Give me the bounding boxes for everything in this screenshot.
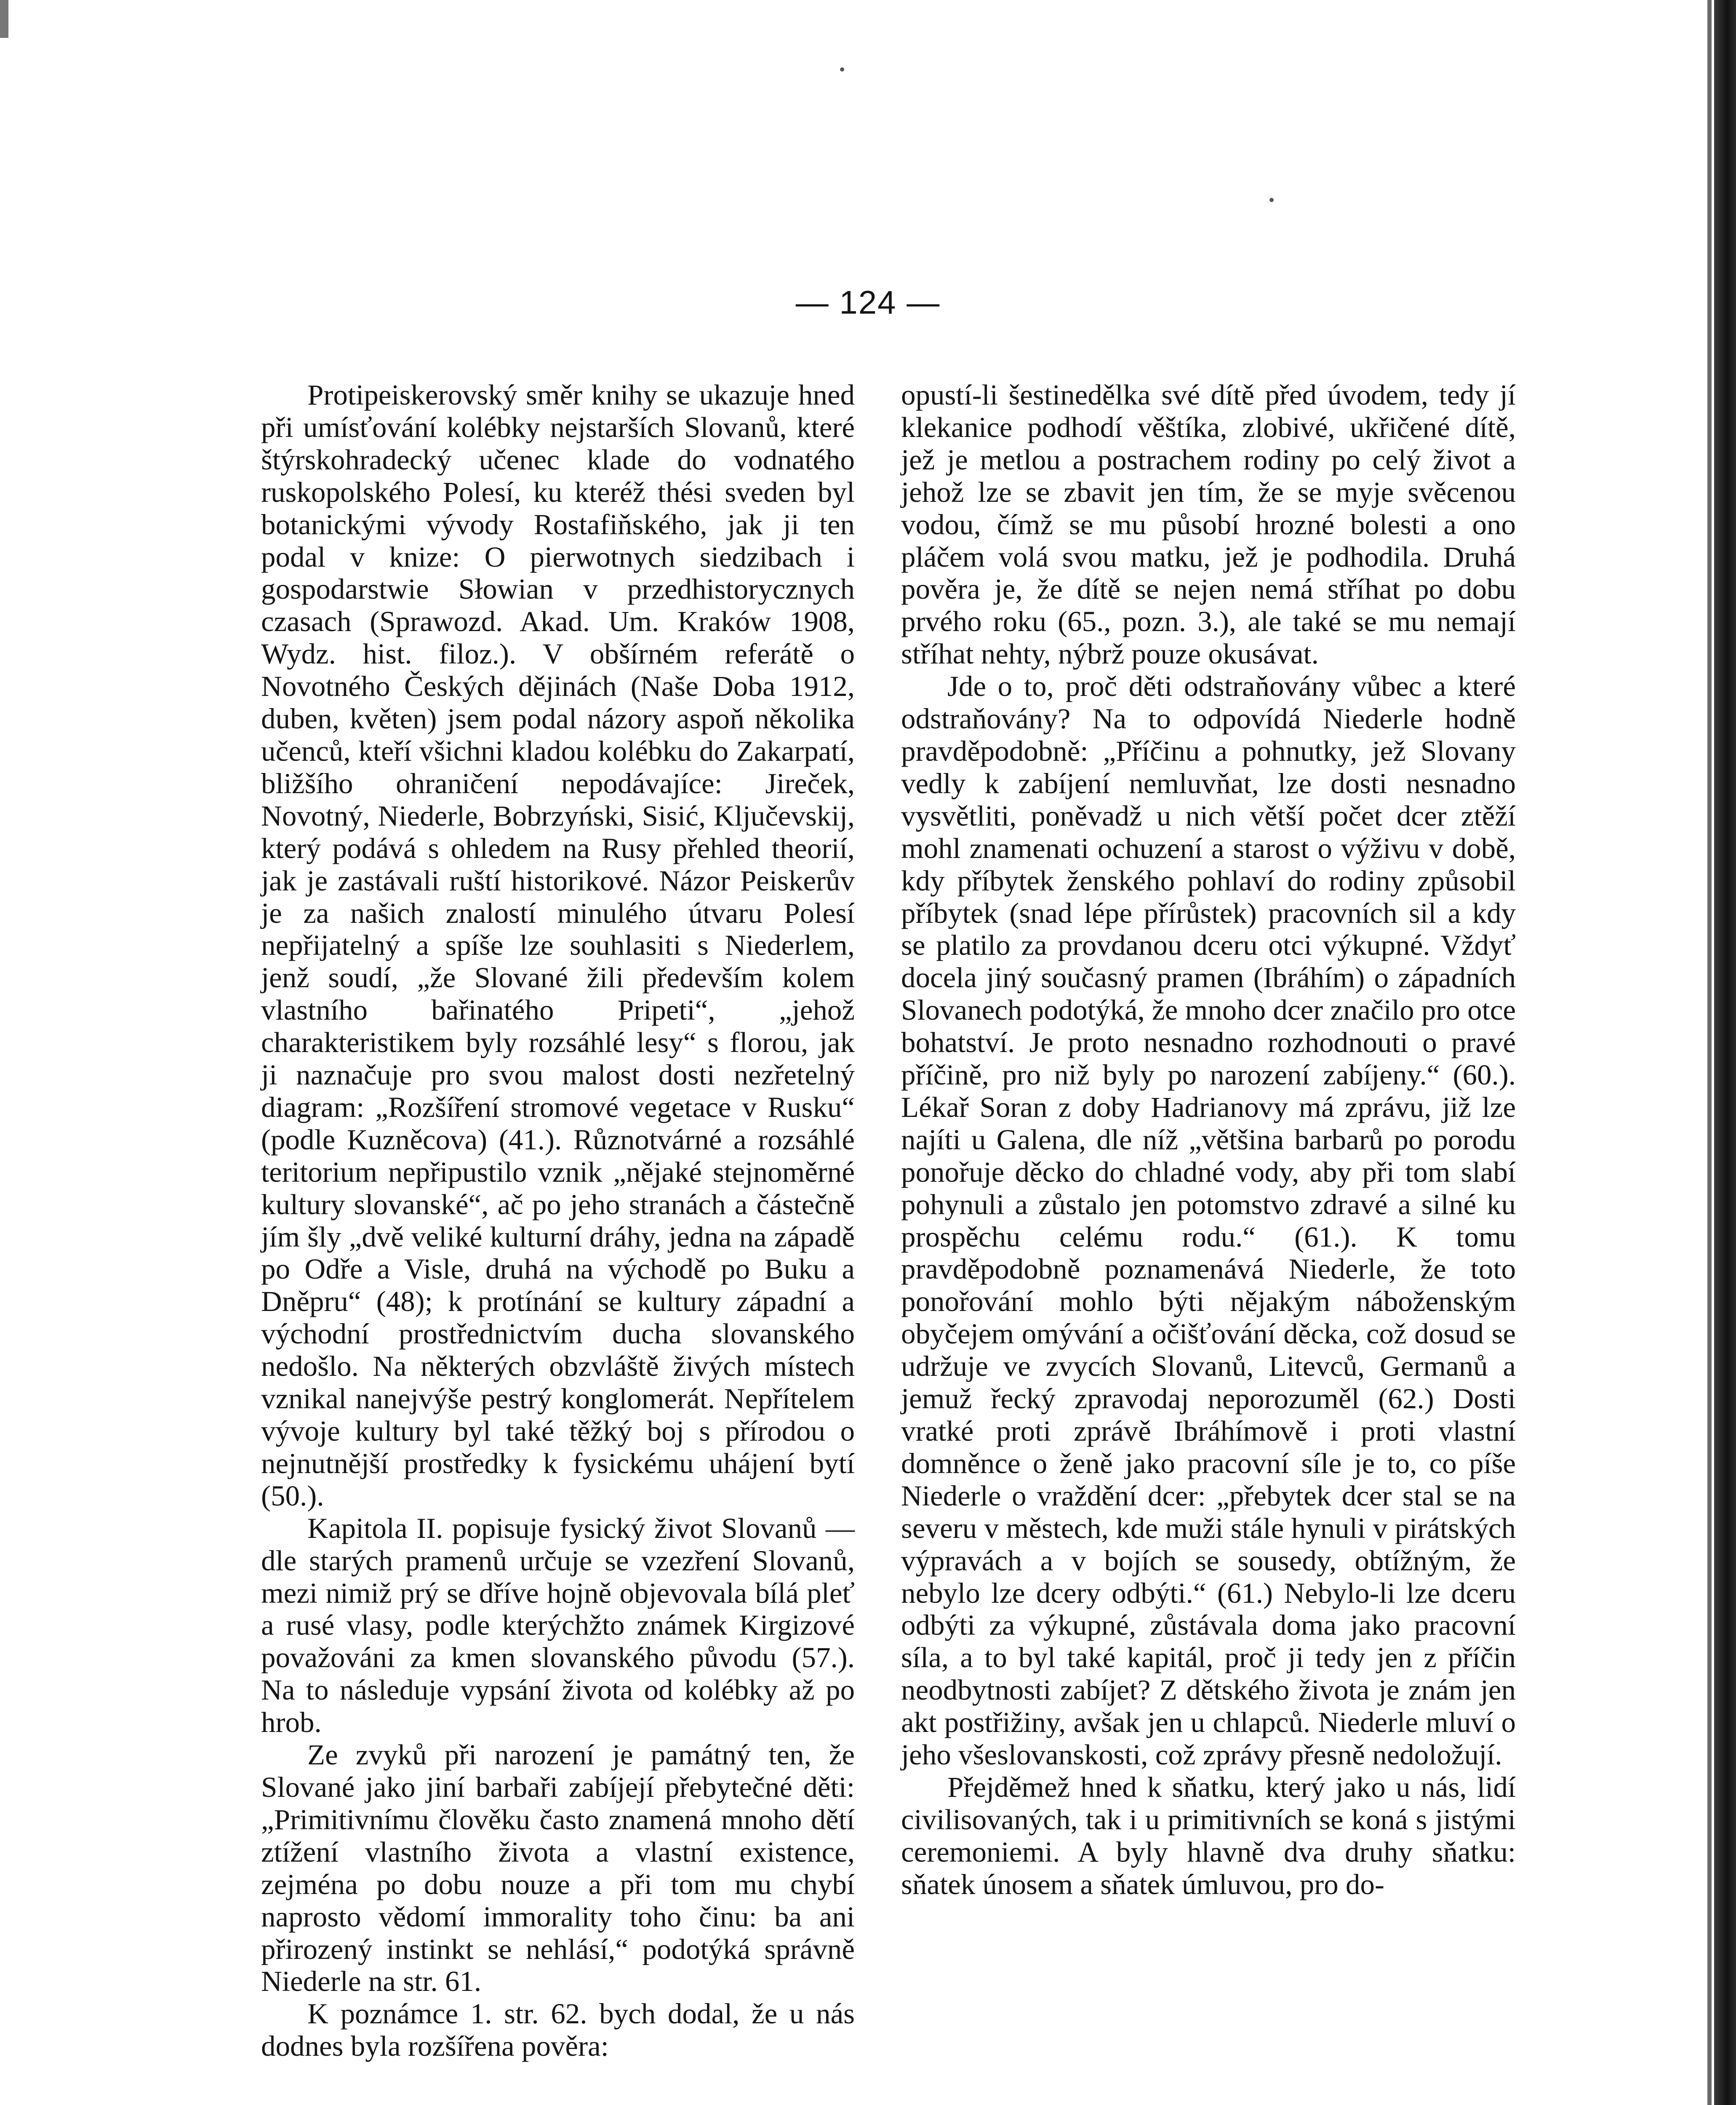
scan-edge-mark	[0, 0, 8, 38]
paragraph: Ze zvyků při narození je památný ten, že Slované jako jiní barbaři zabíjejí přebytečné děti: „Primitivnímu člověku často znamená mnoho dětí ztížení vlastního života a vlastní existence, zejména po dobu nouze a při tom mu chybí naprosto vědomí immorality toho činu: ba ani přirozený instinkt se nehlásí,“ podotýká správně Niederle na str. 61.	[261, 1739, 855, 1998]
page-number: — 124 —	[795, 284, 941, 321]
paragraph: K poznámce 1. str. 62. bych dodal, že u nás dodnes byla rozšířena pověra:	[261, 1998, 855, 2062]
paragraph: Kapitola II. popisuje fysický život Slovanů — dle starých pramenů určuje se vzezření Slovanů, mezi nimiž prý se dříve hojně objevovala bílá pleť a rusé vlasy, podle kterýchžto známek Kirgizové považováni za kmen slovanského původu (57.). Na to následuje vypsání života od kolébky až po hrob.	[261, 1512, 855, 1739]
paragraph: opustí-li šestinedělka své dítě před úvodem, tedy jí klekanice podhodí věštíka, zlobivé, ukřičené dítě, jež je metlou a postrachem rodiny po celý život a jehož lze se zbavit jen tím, že se myje svěcenou vodou, čímž se mu působí hrozné bolesti a ono pláčem volá svou matku, jež je podhodila. Druhá pověra je, že dítě se nejen nemá stříhat po dobu prvého roku (65., pozn. 3.), ale také se mu nemají stříhat nehty, nýbrž pouze okusávat.	[901, 379, 1516, 670]
right-column	[901, 379, 1516, 1901]
scan-speck	[840, 67, 844, 72]
scan-speck	[1269, 198, 1274, 202]
paragraph: Jde o to, proč děti odstraňovány vůbec a které odstraňovány? Na to odpovídá Niederle hodně pravděpodobně: „Příčinu a pohnutky, jež Slovany vedly k zabíjení nemluvňat, lze dosti nesnadno vysvětliti, poněvadž u nich větší počet dcer ztěží mohl znamenati ochuzení a starost o výživu v době, kdy příbytek ženského pohlaví do rodiny způsobil příbytek (snad lépe přírůstek) pracovních sil a kdy se platilo za provdanou dceru otci výkupné. Vždyť docela jiný současný pramen (Ibráhím) o západních Slovanech podotýká, že mnoho dcer značilo pro otce bohatství. Je proto nesnadno rozhodnouti o pravé příčině, pro niž byly po narození zabíjeny.“ (60.). Lékař Soran z doby Hadrianovy má zprávu, již lze najíti u Galena, dle níž „většina barbarů po porodu ponořuje děcko do chladné vody, aby při tom slabí pohynuli a zůstalo jen potomstvo zdravé a silné ku prospěchu celému rodu.“ (61.). K tomu pravděpodobně poznamenává Niederle, že toto ponořování mohlo býti nějakým náboženským obyčejem omývání a očišťování děcka, což dosud se udržuje ve zvycích Slovanů, Litevců, Germanů a jemuž řecký zpravodaj neporozuměl (62.) Dosti vratké proti zprávě Ibráhímově i proti vlastní domněnce o ženě jako pracovní síle je to, co píše Niederle o vraždění dcer: „přebytek dcer stal se na severu v městech, kde muži stále hynuli v pirátských výpravách a v bojích se sousedy, obtížným, že nebylo lze dcery odbýti.“ (61.) Nebylo-li lze dceru odbýti za výkupné, zůstávala doma jako pracovní síla, a to byl také kapitál, proč ji tedy jen z příčin neodbytnosti zabíjet? Z dětského života je znám jen akt postřižiny, avšak jen u chlapců. Niederle mluví o jeho všeslovanskosti, což zprávy přesně nedoložují.	[901, 670, 1516, 1771]
paragraph: Přejděmež hned k sňatku, který jako u nás, lidí civilisovaných, tak i u primitivních se koná s jistými ceremoniemi. A byly hlavně dva druhy sňatku: sňatek únosem a sňatek úmluvou, pro do-	[901, 1771, 1516, 1900]
paragraph: Protipeiskerovský směr knihy se ukazuje hned při umísťování kolébky nejstarších Slovanů, které štýrskohradecký učenec klade do vodnatého ruskopolského Polesí, ku kteréž thési sveden byl botanickými vývody Rostafiňského, jak ji ten podal v knize: O pierwotnych siedzibach i gospodarstwie Słowian v przedhistorycznych czasach (Sprawozd. Akad. Um. Kraków 1908, Wydz. hist. filoz.). V obšírném referátě o Novotného Českých dějinách (Naše Doba 1912, duben, květen) jsem podal názory aspoň několika učenců, kteří všichni kladou kolébku do Zakarpatí, bližšího ohraničení nepodávajíce: Jireček, Novotný, Niederle, Bobrzyński, Sisić, Ključevskij, který podává s ohledem na Rusy přehled theorií, jak je zastávali ruští historikové. Názor Peiskerův je za našich znalostí minulého útvaru Polesí nepřijatelný a spíše lze souhlasiti s Niederlem, jenž soudí, „že Slované žili především kolem vlastního bařinatého Pripeti“, „jehož charakteristikem byly rozsáhlé lesy“ s florou, jak ji naznačuje pro svou malost dosti nezřetelný diagram: „Rozšíření stromové vegetace v Rusku“ (podle Kuzněcova) (41.). Různotvárné a rozsáhlé teritorium nepřipustilo vznik „nějaké stejnoměrné kultury slovanské“, ač po jeho stranách a částečně jím šly „dvě veliké kulturní dráhy, jedna na západě po Odře a Visle, druhá na východě po Buku a Dněpru“ (48); k protínání se kultury západní a východní prostřednictvím ducha slovanského nedošlo. Na některých obzvláště živých místech vznikal nanejvýše pestrý konglomerát. Nepřítelem vývoje kultury byl také těžký boj s přírodou o nejnutnější prostředky k fysickému uhájení bytí (50.).	[261, 379, 855, 1512]
left-column	[261, 379, 855, 2062]
